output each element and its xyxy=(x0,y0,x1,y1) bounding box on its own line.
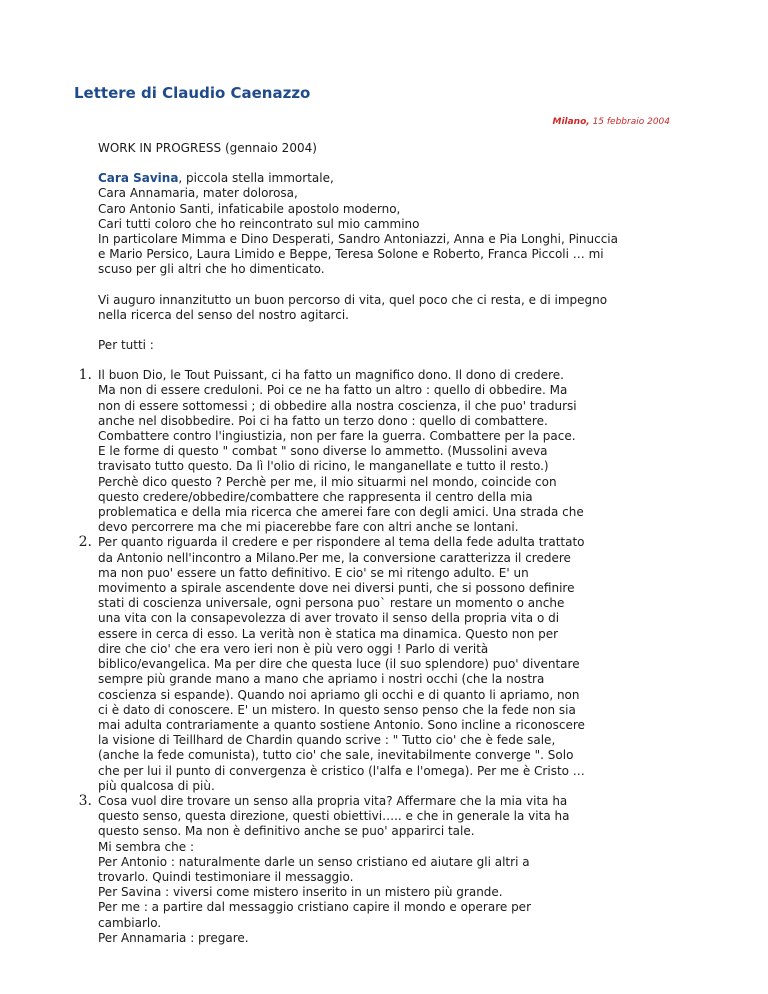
recipient-line: Cari tutti coloro che ho reincontrato sul mio cammino xyxy=(98,216,420,231)
list-item-line: ma non puo' essere un fatto definitivo. E cio' se mi ritengo adulto. E' un xyxy=(98,565,529,580)
list-item-line: che per lui il punto di convergenza è cristico (l'alfa e l'omega). Per me è Cristo … xyxy=(98,763,585,778)
list-item-line: devo percorrere ma che mi piacerebbe fare con altri anche se lontani. xyxy=(98,520,519,535)
date-city: Milano, xyxy=(552,117,590,127)
list-item-number: 1. xyxy=(78,367,92,384)
list-item-line: Per Savina : viversi come mistero inserito in un mistero più grande. xyxy=(98,885,503,900)
list-item-line: più qualcosa di più. xyxy=(98,778,215,793)
list-item-line: biblico/evangelica. Ma per dire che questa luce (il suo splendore) puo' diventare xyxy=(98,657,580,672)
list-item-line: essere in cerca di esso. La verità non è statica ma dinamica. Questo non per xyxy=(98,626,559,641)
date-text: 15 febbraio 2004 xyxy=(589,117,670,127)
greeting-block xyxy=(98,171,680,277)
list-item-line: questo credere/obbedire/combattere che rappresenta il centro della mia xyxy=(98,489,533,504)
list-item-line: Per me : a partire dal messaggio cristiano capire il mondo e operare per xyxy=(98,900,531,915)
greeting-line xyxy=(98,171,680,186)
per-tutti: Per tutti : xyxy=(98,338,154,353)
list-item-line: questo senso. Ma non è definitivo anche se puo' apparirci tale. xyxy=(98,824,475,839)
list-item xyxy=(78,367,680,535)
list-item-line: stati di coscienza universale, ogni persona puo` restare un momento o anche xyxy=(98,596,565,611)
dateline xyxy=(552,117,670,127)
list-item-line: Perchè dico questo ? Perchè per me, il mio situarmi nel mondo, coincide con xyxy=(98,474,557,489)
list-item-line: movimento a spirale ascendente dove nei diversi punti, che si possono definire xyxy=(98,581,575,596)
list-item-line: anche nel disobbedire. Poi ci ha fatto un terzo dono : quello di combattere. xyxy=(98,413,548,428)
list-item-line: cambiarlo. xyxy=(98,915,162,930)
list-item-line: sempre più grande mano a mano che apriamo i nostri occhi (che la nostra xyxy=(98,672,545,687)
list-item-line: travisato tutto questo. Da lì l'olio di ricino, le manganellate e tutto il resto.) xyxy=(98,459,549,474)
list-item-line: E le forme di questo " combat " sono diverse lo ammetto. (Mussolini aveva xyxy=(98,444,548,459)
list-item-line: Cosa vuol dire trovare un senso alla propria vita? Affermare che la mia vita ha xyxy=(98,793,568,808)
list-item xyxy=(78,792,680,946)
recipient-line: scuso per gli altri che ho dimenticato. xyxy=(98,262,325,277)
list-item-line: la visione di Teillhard de Chardin quando scrive : " Tutto cio' che è fede sale, xyxy=(98,733,556,748)
list-item-line: da Antonio nell'incontro a Milano.Per me, la conversione caratterizza il credere xyxy=(98,550,571,565)
list-item-line: non di essere sottomessi ; di obbedire alla nostra coscienza, il che puo' tradursi xyxy=(98,398,577,413)
letter-heading: WORK IN PROGRESS (gennaio 2004) xyxy=(98,141,317,155)
wish-line: nella ricerca del senso del nostro agitarci. xyxy=(98,307,349,322)
greeting-name: Cara Savina xyxy=(98,171,179,186)
list-item-number: 2. xyxy=(78,534,92,551)
wish-paragraph xyxy=(98,293,680,323)
list-item-line: questo senso, questa direzione, questi obiettivi….. e che in generale la vita ha xyxy=(98,809,570,824)
list-item xyxy=(78,534,680,793)
list-item-line: una vita con la consapevolezza di aver trovato il senso della propria vita o di xyxy=(98,611,560,626)
list-item-number: 3. xyxy=(78,792,92,809)
greeting-rest: , piccola stella immortale, xyxy=(178,171,334,186)
list-item-line: Per quanto riguarda il credere e per rispondere al tema della fede adulta trattato xyxy=(98,535,585,550)
list-item-line: Combattere contro l'ingiustizia, non per fare la guerra. Combattere per la pace. xyxy=(98,429,576,444)
letter-body xyxy=(78,141,680,946)
list-item-line: Per Antonio : naturalmente darle un senso cristiano ed aiutare gli altri a xyxy=(98,854,530,869)
list-item-line: trovarlo. Quindi testimoniare il messaggio. xyxy=(98,869,354,884)
recipient-line: e Mario Persico, Laura Limido e Beppe, Teresa Solone e Roberto, Franca Piccoli … mi xyxy=(98,247,604,262)
list-item-line: mai adulta contrariamente a quanto sostiene Antonio. Sono incline a riconoscere xyxy=(98,717,585,732)
wish-line: Vi auguro innanzitutto un buon percorso di vita, quel poco che ci resta, e di impegno xyxy=(98,292,608,307)
list-item-line: coscienza si espande). Quando noi apriamo gli occhi e di quanto li apriamo, non xyxy=(98,687,580,702)
numbered-points xyxy=(78,367,680,946)
list-item-line: ci è dato di conoscere. E' un mistero. In questo senso penso che la fede non sia xyxy=(98,702,576,717)
list-item-line: (anche la fede comunista), tutto cio' che sale, inevitabilmente converge ". Solo xyxy=(98,748,574,763)
page-title: Lettere di Claudio Caenazzo xyxy=(74,84,311,102)
list-item-line: dire che cio' che era vero ieri non è più vero oggi ! Parlo di verità xyxy=(98,641,489,656)
list-item-line: Ma non di essere creduloni. Poi ce ne ha fatto un altro : quello di obbedire. Ma xyxy=(98,383,568,398)
list-item-line: Per Annamaria : pregare. xyxy=(98,930,249,945)
recipient-line: In particolare Mimma e Dino Desperati, Sandro Antoniazzi, Anna e Pia Longhi, Pinuccia xyxy=(98,232,618,247)
recipient-line: Caro Antonio Santi, infaticabile apostolo moderno, xyxy=(98,201,401,216)
recipient-line: Cara Annamaria, mater dolorosa, xyxy=(98,186,298,201)
list-item-line: Mi sembra che : xyxy=(98,839,194,854)
list-item-line: Il buon Dio, le Tout Puissant, ci ha fatto un magnifico dono. Il dono di credere. xyxy=(98,368,564,383)
list-item-line: problematica e della mia ricerca che amerei fare con degli amici. Una strada che xyxy=(98,505,584,520)
